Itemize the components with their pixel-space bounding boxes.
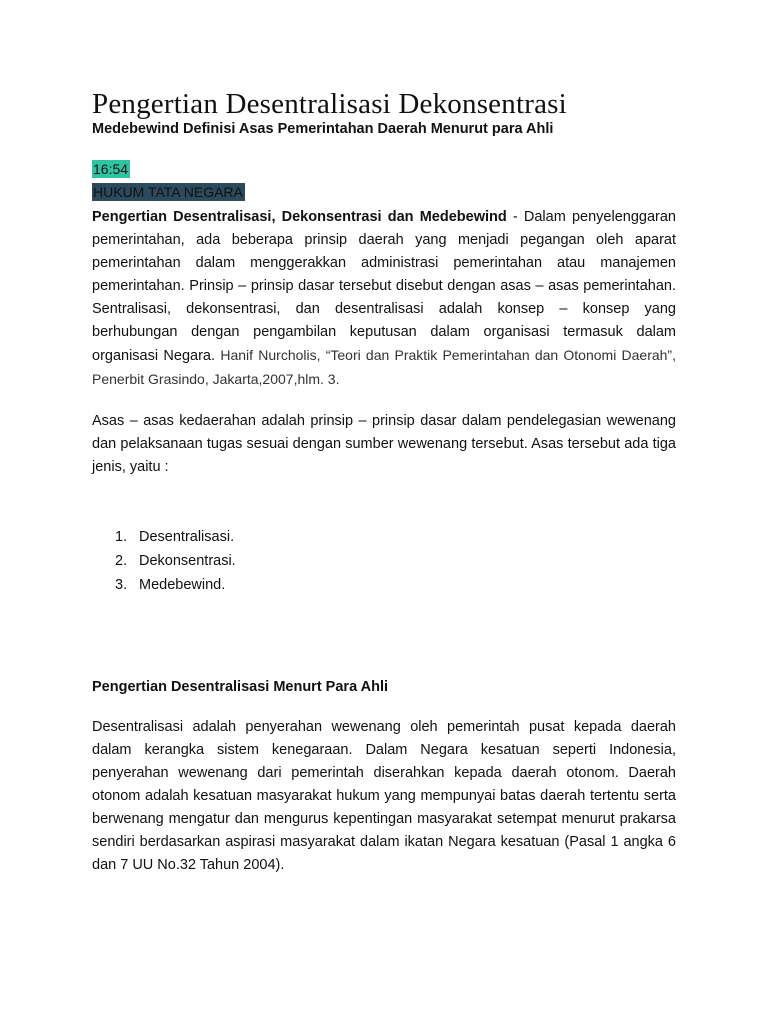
list-item (92, 525, 236, 549)
time-badge: 16:54 (93, 161, 129, 177)
list-number: 3. (115, 577, 128, 593)
principles-paragraph: Asas – asas kedaerahan adalah prinsip – prinsip dasar dalam pendelegasian wewenang dan pelaksanaan tugas sesuai dengan sumber wewenang tersebut. Asas tersebut ada tiga jenis, yaitu : (92, 413, 676, 475)
list-text: Dekonsentrasi. (139, 553, 236, 569)
principles-list (92, 525, 236, 597)
page-subtitle: Medebewind Definisi Asas Pemerintahan Daerah Menurut para Ahli (92, 121, 554, 137)
list-item (92, 549, 236, 573)
list-text: Medebewind. (139, 577, 226, 593)
definition-paragraph: Desentralisasi adalah penyerahan wewenang oleh pemerintah pusat kepada daerah dalam kerangka sistem kenegaraan. Dalam Negara kesatuan seperti Indonesia, penyerahan wewenang dari pemerintah diserahkan kepada daerah otonom. Daerah otonom adalah kesatuan masyarakat hukum yang mempunyai batas daerah tertentu serta berwenang mengatur dan mengurus kepentingan masyarakat setempat menurut prakarsa sendiri berdasarkan aspirasi masyarakat dalam ikatan Negara kesatuan (Pasal 1 angka 6 dan 7 UU No.32 Tahun 2004). (92, 719, 676, 873)
list-number: 2. (115, 553, 128, 569)
section-heading: Pengertian Desentralisasi Menurt Para Ahli (92, 679, 389, 695)
intro-body: - Dalam penyelenggaran pemerintahan, ada beberapa prinsip daerah yang menjadi pegangan oleh aparat pemerintahan dalam menggerakkan administrasi pemerintahan atau manajemen pemerintahan. Prinsip – prinsip dasar tersebut disebut dengan asas – asas pemerintahan. Sentralisasi, dekonsentrasi, dan desentralisasi adalah konsep – konsep yang berhubungan dengan pengambilan keputusan dalam organisasi termasuk dalam organisasi Negara. (92, 209, 676, 364)
list-item (92, 573, 236, 597)
intro-lead: Pengertian Desentralisasi, Dekonsentrasi dan Medebewind (92, 209, 507, 225)
category-badge[interactable]: HUKUM TATA NEGARA (93, 184, 243, 200)
list-text: Desentralisasi. (139, 529, 235, 545)
intro-paragraph (92, 206, 676, 392)
citation: Hanif Nurcholis, “Teori dan Praktik Pemerintahan dan Otonomi Daerah”, Penerbit Grasindo, Jakarta,2007,hlm. 3. (92, 347, 676, 387)
list-number: 1. (115, 529, 128, 545)
page-title: Pengertian Desentralisasi Dekonsentrasi (92, 88, 567, 120)
